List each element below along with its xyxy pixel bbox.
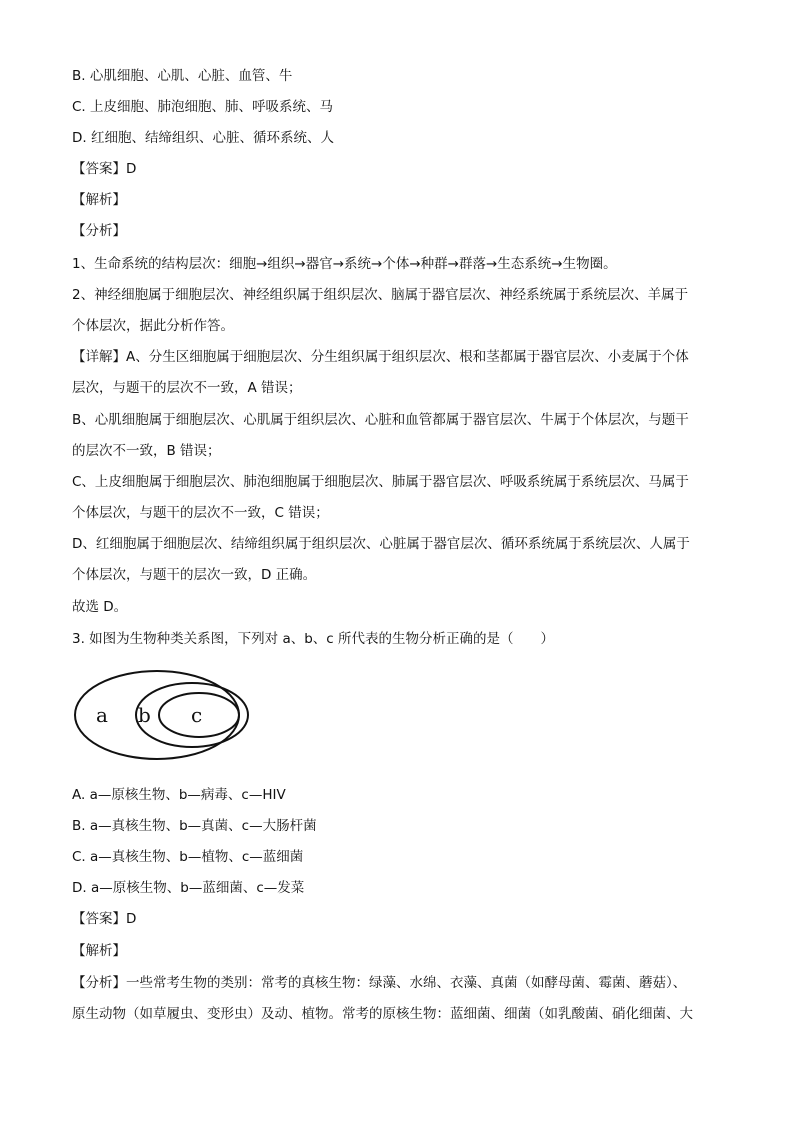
conclusion: 故选 D。 (72, 599, 128, 615)
option-d: D. 红细胞、结缔组织、心脏、循环系统、人 (72, 130, 334, 146)
q3-answer-tag: 【答案】D (72, 911, 137, 927)
analysis-tag: 【解析】 (72, 192, 126, 208)
detail-line-7: D、红细胞属于细胞层次、结缔组织属于组织层次、心脏属于器官层次、循环系统属于系统层次、人属于 (72, 536, 690, 552)
option-b: B. 心肌细胞、心肌、心脏、血管、牛 (72, 68, 293, 84)
q3-option-b: B. a—真核生物、b—真菌、c—大肠杆菌 (72, 818, 317, 834)
q3-fenxi-line-1: 【分析】一些常考生物的类别：常考的真核生物：绿藻、水绵、衣藻、真菌（如酵母菌、霉菌、蘑菇）、 (72, 975, 687, 991)
label-b: b (138, 703, 151, 727)
detail-line-2: 层次，与题干的层次不一致，A 错误； (72, 380, 302, 396)
q3-analysis-tag: 【解析】 (72, 943, 126, 959)
detail-line-8: 个体层次，与题干的层次一致，D 正确。 (72, 567, 317, 583)
fenxi-line-1: 1、生命系统的结构层次：细胞→组织→器官→系统→个体→种群→群落→生态系统→生物圈。 (72, 256, 617, 272)
detail-line-3: B、心肌细胞属于细胞层次、心肌属于组织层次、心脏和血管都属于器官层次、牛属于个体层次，与题干 (72, 412, 689, 428)
option-c: C. 上皮细胞、肺泡细胞、肺、呼吸系统、马 (72, 99, 334, 115)
species-relationship-diagram (72, 666, 252, 766)
fenxi-line-2: 2、神经细胞属于细胞层次、神经组织属于组织层次、脑属于器官层次、神经系统属于系统层次、羊属于 (72, 287, 689, 303)
label-a: a (96, 703, 108, 727)
detail-line-4: 的层次不一致，B 错误； (72, 443, 221, 459)
detail-line-6: 个体层次，与题干的层次不一致，C 错误； (72, 505, 329, 521)
q3-option-c: C. a—真核生物、b—植物、c—蓝细菌 (72, 849, 304, 865)
question-3-stem: 3. 如图为生物种类关系图，下列对 a、b、c 所代表的生物分析正确的是（ ） (72, 631, 555, 647)
q3-option-d: D. a—原核生物、b—蓝细菌、c—发菜 (72, 880, 305, 896)
fenxi-line-3: 个体层次，据此分析作答。 (72, 318, 234, 334)
label-c: c (191, 703, 203, 727)
answer-tag: 【答案】D (72, 161, 137, 177)
detail-line-5: C、上皮细胞属于细胞层次、肺泡细胞属于细胞层次、肺属于器官层次、呼吸系统属于系统层次、马属于 (72, 474, 689, 490)
q3-fenxi-line-2: 原生动物（如草履虫、变形虫）及动、植物。常考的原核生物：蓝细菌、细菌（如乳酸菌、硝化细菌、大 (72, 1006, 693, 1022)
q3-option-a: A. a—原核生物、b—病毒、c—HIV (72, 787, 286, 803)
detail-line-1: 【详解】A、分生区细胞属于细胞层次、分生组织属于组织层次、根和茎都属于器官层次、小麦属于个体 (72, 349, 689, 365)
fenxi-tag: 【分析】 (72, 223, 126, 239)
